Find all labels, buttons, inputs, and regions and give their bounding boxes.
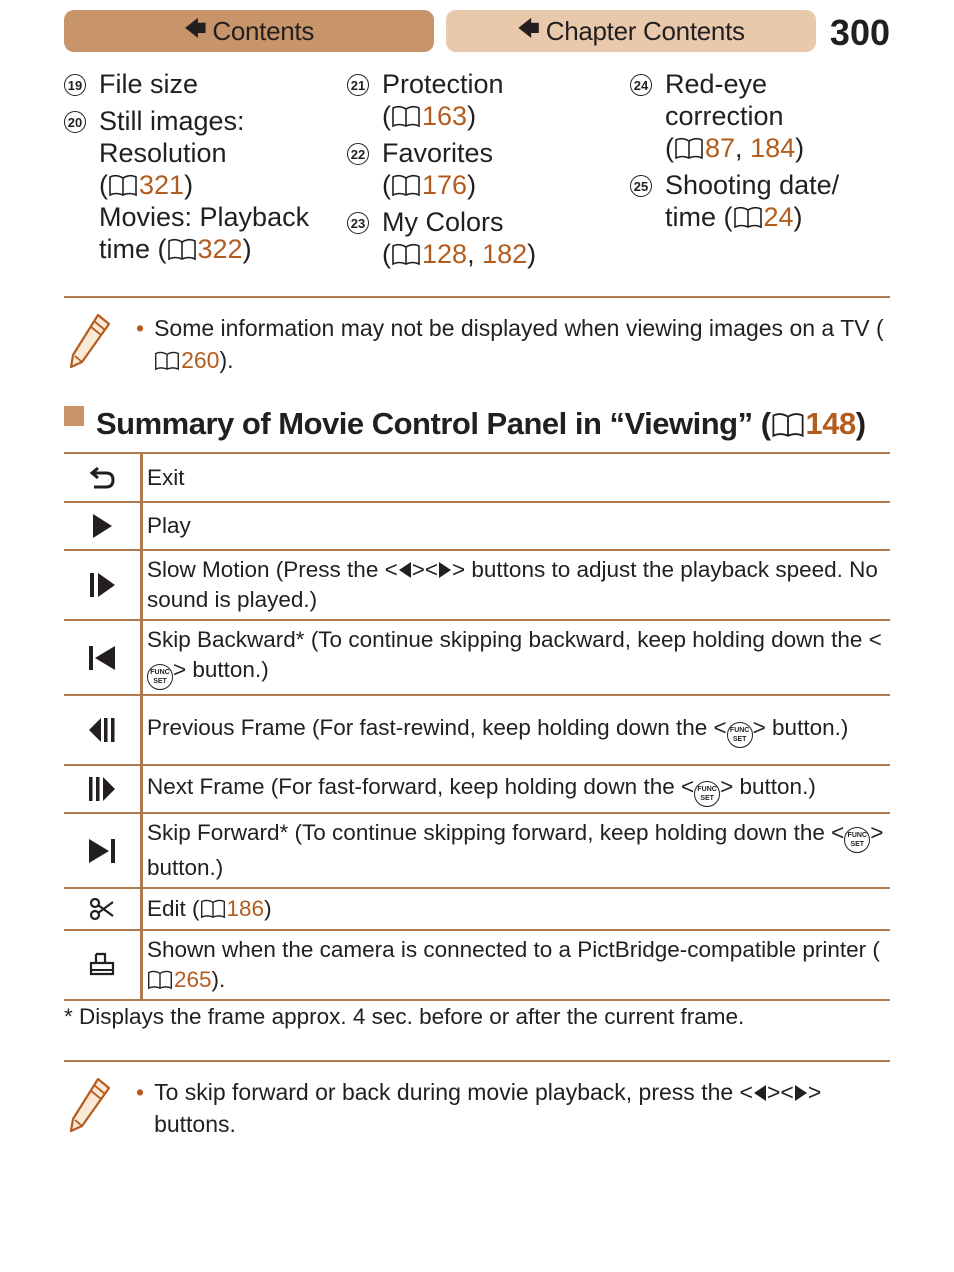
book-icon (391, 104, 421, 128)
table-row (64, 620, 890, 695)
func-set-button-icon: FUNC SET (147, 664, 173, 690)
list-item (347, 137, 617, 201)
note-box (64, 312, 890, 382)
table-row (64, 453, 890, 502)
list-item (64, 68, 334, 100)
list-item (347, 206, 617, 270)
control-table (64, 452, 890, 1001)
right-arrow-icon (438, 561, 452, 579)
left-arrow-icon (398, 561, 412, 579)
chapter-contents-label: Chapter Contents (545, 15, 745, 46)
book-icon (674, 136, 704, 160)
func-set-button-icon: FUNC SET (844, 827, 870, 853)
page-link[interactable]: 321 (139, 170, 185, 200)
item-column-2 (347, 68, 617, 275)
slow-motion-icon (87, 571, 117, 599)
item-text: Still images: Resolution ( 321) Movies: Playback time ( 322) (99, 106, 310, 264)
control-description: Skip Forward* (To continue skipping forward, keep holding down the < FUNC SET > button.) (142, 813, 891, 888)
book-icon (771, 411, 805, 438)
item-text: Favorites ( 176) (382, 138, 494, 200)
list-item (64, 105, 334, 265)
page-link[interactable]: 186 (226, 896, 265, 921)
control-description: Exit (142, 453, 891, 502)
table-row (64, 695, 890, 765)
page-number: 300 (829, 12, 890, 53)
book-icon (154, 350, 180, 371)
previous-frame-icon (87, 716, 117, 744)
item-text: File size (99, 69, 199, 99)
footnote: * Displays the frame approx. 4 sec. before or after the current frame. (64, 1004, 745, 1029)
note-box (64, 1076, 890, 1146)
item-number: 22 (347, 143, 369, 165)
skip-forward-icon (87, 837, 117, 865)
item-text: Shooting date/ time ( 24) (665, 170, 840, 232)
item-text: Protection ( 163) (382, 69, 504, 131)
book-icon (391, 173, 421, 197)
item-number: 24 (630, 74, 652, 96)
control-description: Shown when the camera is connected to a PictBridge-compatible printer (265). (142, 930, 891, 1000)
return-icon (88, 465, 116, 491)
list-item (347, 68, 617, 132)
table-row (64, 765, 890, 813)
section-marker (64, 406, 84, 426)
func-set-button-icon: FUNC SET (727, 722, 753, 748)
page-link[interactable]: 163 (422, 101, 468, 131)
item-number: 21 (347, 74, 369, 96)
item-number: 25 (630, 175, 652, 197)
right-arrow-icon (794, 1084, 808, 1102)
func-set-button-icon: FUNC SET (694, 781, 720, 807)
item-column-3 (630, 68, 890, 238)
book-icon (108, 173, 138, 197)
control-description: Skip Backward* (To continue skipping backward, keep holding down the <FUNC SET > button.) (142, 620, 891, 695)
page-link[interactable]: 182 (482, 239, 528, 269)
page-link[interactable]: 148 (805, 406, 856, 441)
contents-label: Contents (212, 15, 315, 46)
item-column-1 (64, 68, 334, 270)
pencil-icon (68, 1076, 112, 1134)
divider (64, 296, 890, 298)
control-description: Previous Frame (For fast-rewind, keep holding down the < FUNC SET > button.) (142, 695, 891, 765)
page-link[interactable]: 260 (181, 347, 220, 373)
contents-button[interactable] (64, 10, 434, 52)
printer-icon (88, 952, 116, 978)
left-arrow-icon (753, 1084, 767, 1102)
bullet: • (136, 1079, 145, 1105)
item-text: Red-eye correction ( 87, 184) (665, 69, 805, 163)
note-text: • To skip forward or back during movie playback, press the < >< > buttons. (136, 1076, 890, 1140)
note-text: • Some information may not be displayed when viewing images on a TV (260). (136, 312, 890, 376)
list-item (630, 169, 890, 233)
page-link[interactable]: 176 (422, 170, 468, 200)
chapter-contents-button[interactable] (446, 10, 816, 52)
arrow-left-icon: 🡄 (183, 16, 207, 41)
page-link[interactable]: 322 (197, 234, 243, 264)
table-row (64, 550, 890, 620)
control-description: Next Frame (For fast-forward, keep holding down the < FUNC SET > button.) (142, 765, 891, 813)
page-link[interactable]: 24 (763, 202, 794, 232)
skip-backward-icon (87, 644, 117, 672)
page-link[interactable]: 87 (705, 133, 736, 163)
divider (64, 1060, 890, 1062)
book-icon (733, 205, 763, 229)
play-icon (90, 512, 114, 540)
table-row (64, 888, 890, 930)
page-link[interactable]: 184 (750, 133, 796, 163)
bullet: • (136, 315, 145, 341)
table-row (64, 930, 890, 1000)
item-number: 20 (64, 111, 86, 133)
table-row (64, 502, 890, 550)
book-icon (200, 898, 226, 919)
arrow-left-icon: 🡄 (517, 16, 540, 41)
page-link[interactable]: 265 (174, 967, 212, 992)
item-number: 23 (347, 212, 369, 234)
control-description: Play (142, 502, 891, 550)
page-link[interactable]: 128 (422, 239, 468, 269)
scissors-icon (89, 897, 115, 921)
book-icon (167, 237, 197, 261)
section-heading: Summary of Movie Control Panel in “Viewing” ( 148 ) (64, 406, 866, 442)
pencil-icon (68, 312, 112, 370)
control-description: Edit ( 186) (142, 888, 891, 930)
next-frame-icon (87, 775, 117, 803)
control-description: Slow Motion (Press the < >< > buttons to adjust the playback speed. No sound is played.) (142, 550, 891, 620)
item-number: 19 (64, 74, 86, 96)
book-icon (147, 969, 173, 990)
item-text: My Colors ( 128, 182) (382, 207, 537, 269)
table-row (64, 813, 890, 888)
book-icon (391, 242, 421, 266)
list-item (630, 68, 890, 164)
